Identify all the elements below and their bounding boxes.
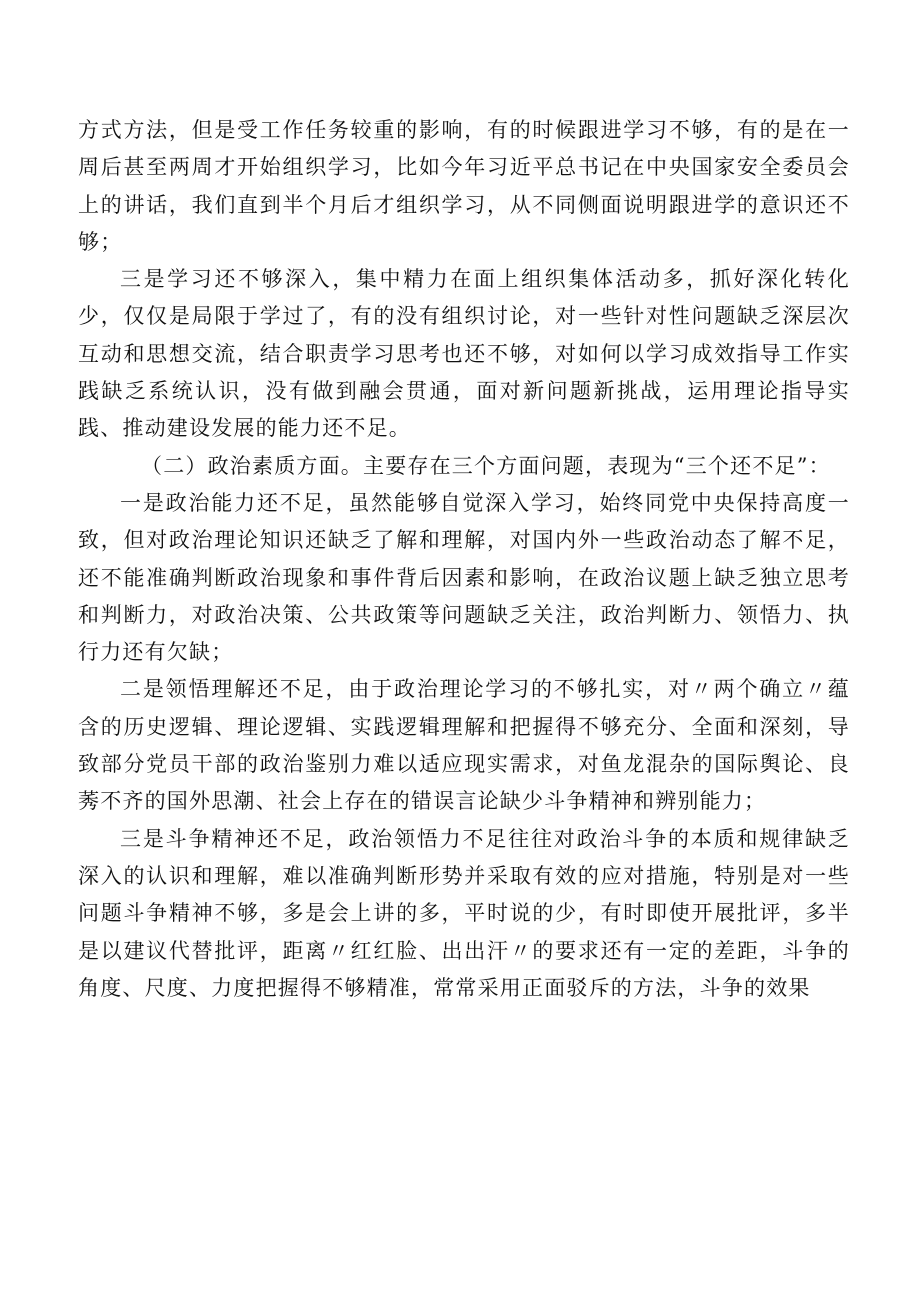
section-heading-political-quality: （二）政治素质方面。主要存在三个方面问题，表现为“三个还不足”： (141, 453, 831, 478)
paragraph-point-three-fighting-spirit: 三是斗争精神还不足，政治领悟力不足往往对政治斗争的本质和规律缺乏深入的认识和理解，难以准确判断形势并采取有效的应对措施，特别是对一些问题斗争精神不够，多是会上讲的多，平时说的少，有时即使开展批评，多半是以建议代替批评，距离〃红红脸、出出汗〃的要求还有一定的差距，斗争的角度、尺度、力度把握得不够精准，常常采用正面驳斥的方法，斗争的效果 (78, 826, 850, 1000)
paragraph-continuation: 方式方法，但是受工作任务较重的影响，有的时候跟进学习不够，有的是在一周后甚至两周才开始组织学习，比如今年习近平总书记在中央国家安全委员会上的讲话，我们直到半个月后才组织学习，从不同侧面说明跟进学的意识还不够； (78, 118, 850, 254)
paragraph-point-one-political-ability: 一是政治能力还不足，虽然能够自觉深入学习，始终同党中央保持高度一致，但对政治理论知识还缺乏了解和理解，对国内外一些政治动态了解不足，还不能准确判断政治现象和事件背后因素和影响，在政治议题上缺乏独立思考和判断力，对政治决策、公共政策等问题缺乏关注，政治判断力、领悟力、执行力还有欠缺； (78, 490, 850, 665)
document-body (78, 112, 850, 1007)
paragraph-point-two-understanding: 二是领悟理解还不足，由于政治理论学习的不够扎实，对〃两个确立〃蕴含的历史逻辑、理论逻辑、实践逻辑理解和把握得不够充分、全面和深刻，导致部分党员干部的政治鉴别力难以适应现实需求，对鱼龙混杂的国际舆论、良莠不齐的国外思潮、社会上存在的错误言论缺少斗争精神和辨别能力； (78, 677, 850, 814)
paragraph-point-three-study: 三是学习还不够深入，集中精力在面上组织集体活动多，抓好深化转化少，仅仅是局限于学过了，有的没有组织讨论，对一些针对性问题缺乏深层次互动和思想交流，结合职责学习思考也还不够，对如何以学习成效指导工作实践缺乏系统认识，没有做到融会贯通，面对新问题新挑战，运用理论指导实践、推动建设发展的能力还不足。 (78, 267, 850, 441)
